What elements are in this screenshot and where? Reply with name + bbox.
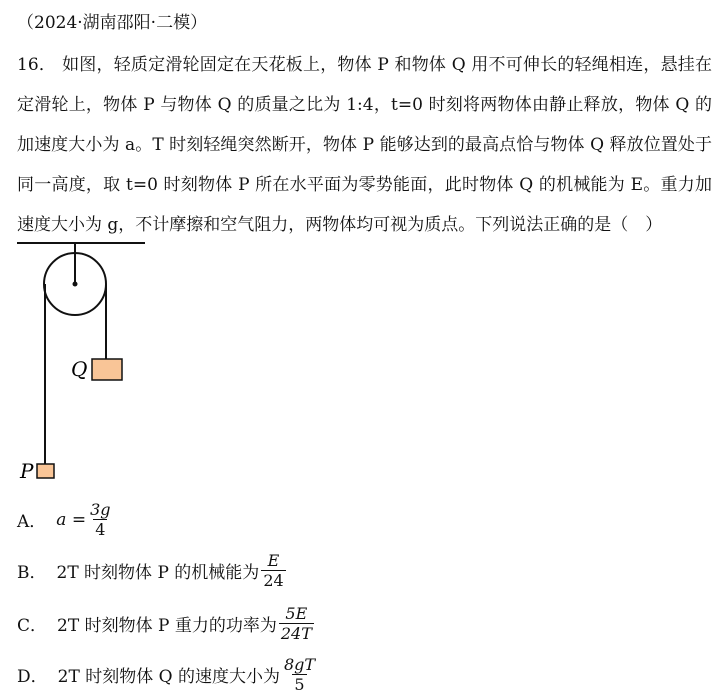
option-c[interactable]: [17, 604, 314, 643]
option-b[interactable]: [17, 551, 286, 590]
option-b-fraction: [261, 551, 285, 590]
option-a-fraction: [88, 500, 112, 539]
option-a[interactable]: [17, 500, 113, 539]
option-c-numerator: 5E: [285, 604, 308, 623]
option-c-fraction: [279, 604, 314, 643]
label-q: Q: [71, 357, 88, 381]
option-a-prefix: a =: [56, 509, 87, 530]
option-a-numerator: 3g: [90, 500, 111, 519]
pulley-diagram: [17, 238, 157, 488]
option-a-letter: A．: [17, 512, 47, 532]
pulley-center: [73, 282, 78, 287]
block-q: [92, 359, 122, 380]
block-p: [37, 464, 54, 478]
question-source: （2024·湖南邵阳·二模）: [17, 13, 208, 33]
option-b-prefix: 2T 时刻物体 P 的机械能为: [56, 563, 260, 583]
option-d-numerator: 8gT: [283, 655, 316, 674]
question-stem: [17, 45, 712, 245]
option-c-prefix: 2T 时刻物体 P 重力的功率为: [57, 616, 277, 636]
option-c-denominator: 24T: [280, 624, 312, 643]
option-d-letter: D．: [17, 667, 48, 687]
option-b-denominator: 24: [263, 571, 284, 590]
option-d-fraction: [282, 655, 317, 694]
option-a-denominator: 4: [95, 520, 106, 539]
option-d-prefix: 2T 时刻物体 Q 的速度大小为: [57, 667, 280, 687]
option-d[interactable]: [17, 655, 317, 694]
question-text: 如图，轻质定滑轮固定在天花板上，物体 P 和物体 Q 用不可伸长的轻绳相连，悬挂在定滑轮上，物体 P 与物体 Q 的质量之比为 1:4，t=0 时刻将两物体由静止释放，物体 Q 的加速度大小为 a。T 时刻轻绳突然断开，物体 P 能够达到的最高点恰与物体 Q 释放位置处于同一高度，取 t=0 时刻物体 P 所在水平面为零势能面，此时物体 Q 的机械能为 E。重力加速度大小为 g，不计摩擦和空气阻力，两物体均可视为质点。下列说法正确的是（ ）: [17, 55, 712, 235]
question-number: 16．: [17, 55, 57, 75]
option-b-letter: B．: [17, 563, 47, 583]
option-b-numerator: E: [267, 551, 280, 570]
option-d-denominator: 5: [294, 675, 305, 694]
label-p: P: [20, 459, 34, 483]
option-c-letter: C．: [17, 616, 48, 636]
